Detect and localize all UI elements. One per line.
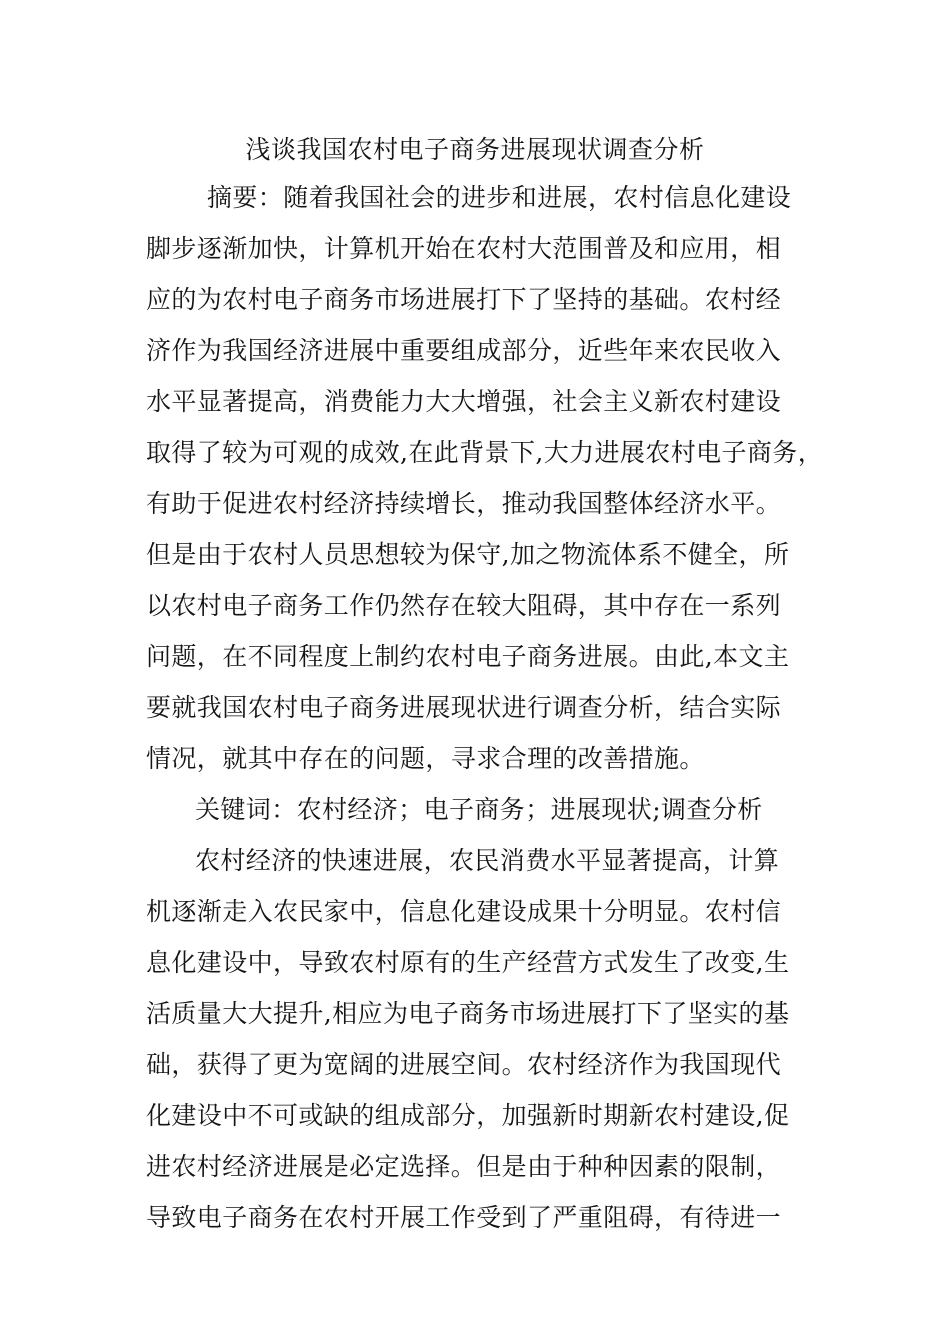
body-line: 进农村经济进展是必定选择。但是由于种种因素的限制， [146,1152,782,1181]
abstract-line: 取得了较为可观的成效,在此背景下,大力进展农村电子商务， [146,438,824,467]
abstract-line: 济作为我国经济进展中重要组成部分，近些年来农民收入 [146,336,782,365]
body-line: 化建设中不可或缺的组成部分，加强新时期新农村建设,促 [146,1101,790,1130]
body-line: 机逐渐走入农民家中，信息化建设成果十分明显。农村信 [146,897,782,926]
keywords-line: 关键词：农村经济；电子商务；进展现状;调查分析 [195,795,763,824]
abstract-line: 摘要：随着我国社会的进步和进展，农村信息化建设 [207,183,792,212]
abstract-line: 应的为农村电子商务市场进展打下了坚持的基础。农村经 [146,285,782,314]
abstract-line: 水平显著提高，消费能力大大增强，社会主义新农村建设 [146,387,782,416]
body-line: 础，获得了更为宽阔的进展空间。农村经济作为我国现代 [146,1050,782,1079]
body-line: 息化建设中，导致农村原有的生产经营方式发生了改变,生 [146,948,790,977]
abstract-line: 但是由于农村人员思想较为保守,加之物流体系不健全，所 [146,540,790,569]
abstract-line: 脚步逐渐加快，计算机开始在农村大范围普及和应用，相 [146,234,782,263]
body-line: 导致电子商务在农村开展工作受到了严重阻碍，有待进一 [146,1203,782,1232]
body-line: 农村经济的快速进展，农民消费水平显著提高，计算 [195,846,780,875]
body-line: 活质量大大提升,相应为电子商务市场进展打下了坚实的基 [146,999,790,1028]
abstract-line: 有助于促进农村经济持续增长，推动我国整体经济水平。 [146,489,782,518]
abstract-line: 要就我国农村电子商务进展现状进行调查分析，结合实际 [146,693,782,722]
abstract-line: 以农村电子商务工作仍然存在较大阻碍，其中存在一系列 [146,591,782,620]
abstract-line: 问题，在不同程度上制约农村电子商务进展。由此,本文主 [146,642,790,671]
page-title: 浅谈我国农村电子商务进展现状调查分析 [245,135,705,164]
abstract-line: 情况，就其中存在的问题，寻求合理的改善措施。 [146,744,705,773]
